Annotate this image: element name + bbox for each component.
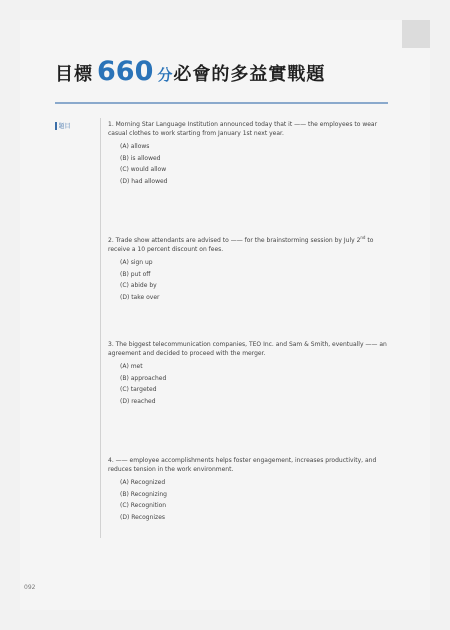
question-4-option-d[interactable]: (D) Recognizes: [120, 513, 166, 521]
page-number: 092: [24, 584, 36, 591]
question-1-option-a[interactable]: (A) allows: [120, 143, 150, 150]
question-4-stem: 4. —— employee accomplishments helps foster engagement, increases productivity, and reduces tension in the work environment.: [108, 457, 377, 473]
question-3-option-a[interactable]: (A) met: [120, 363, 143, 370]
question-1: [108, 120, 393, 189]
section-label-bar: [55, 122, 57, 130]
section-label-text: 題目: [58, 123, 71, 130]
question-4-option-c[interactable]: (C) Recognition: [120, 502, 167, 509]
question-2-stem-part1: 2. Trade show attendants are advised to —— for the brainstorming session by July 2: [108, 237, 361, 244]
question-1-option-b[interactable]: (B) is allowed: [120, 154, 161, 162]
question-4: [108, 456, 393, 525]
title-suffix: 必會的多益實戰題: [173, 64, 326, 85]
section-label: [55, 121, 71, 130]
title-divider: [55, 102, 388, 104]
page-corner-mark: [402, 20, 430, 48]
question-2-options: [108, 259, 393, 302]
question-3-option-b[interactable]: (B) approached: [120, 374, 167, 382]
question-4-option-a[interactable]: (A) Recognized: [120, 479, 166, 486]
question-3-options: [108, 363, 393, 406]
question-3-option-d[interactable]: (D) reached: [120, 397, 156, 405]
question-2-stem-sup: nd: [360, 235, 366, 240]
question-1-options: [108, 143, 393, 186]
question-3: [108, 340, 393, 409]
question-1-option-d[interactable]: (D) had allowed: [120, 177, 168, 185]
question-2-option-c[interactable]: (C) abide by: [120, 282, 157, 289]
question-2-stem: [108, 236, 393, 254]
question-4-options: [108, 479, 393, 522]
title-number: 660: [97, 56, 154, 87]
title-prefix: 目標: [55, 64, 93, 85]
question-4-option-b[interactable]: (B) Recognizing: [120, 490, 167, 498]
question-2-option-b[interactable]: (B) put off: [120, 270, 151, 278]
question-2-option-d[interactable]: (D) take over: [120, 293, 160, 301]
title-unit: 分: [157, 66, 173, 84]
question-2-option-a[interactable]: (A) sign up: [120, 259, 153, 266]
question-1-stem: 1. Morning Star Language Institution announced today that it —— the employees to wear casual clothes to work starting from January 1st next year.: [108, 121, 378, 137]
question-2-stem-part2: to receive a 10 percent discount on fees.: [108, 237, 374, 253]
question-3-stem: 3. The biggest telecommunication companies, TEO Inc. and Sam & Smith, eventually —— an agreement and decided to proceed with the merger.: [108, 341, 387, 357]
question-3-option-c[interactable]: (C) targeted: [120, 386, 157, 393]
question-2: [108, 236, 393, 305]
page-title: [55, 56, 325, 92]
column-divider: [100, 118, 101, 538]
question-1-option-c[interactable]: (C) would allow: [120, 166, 167, 173]
